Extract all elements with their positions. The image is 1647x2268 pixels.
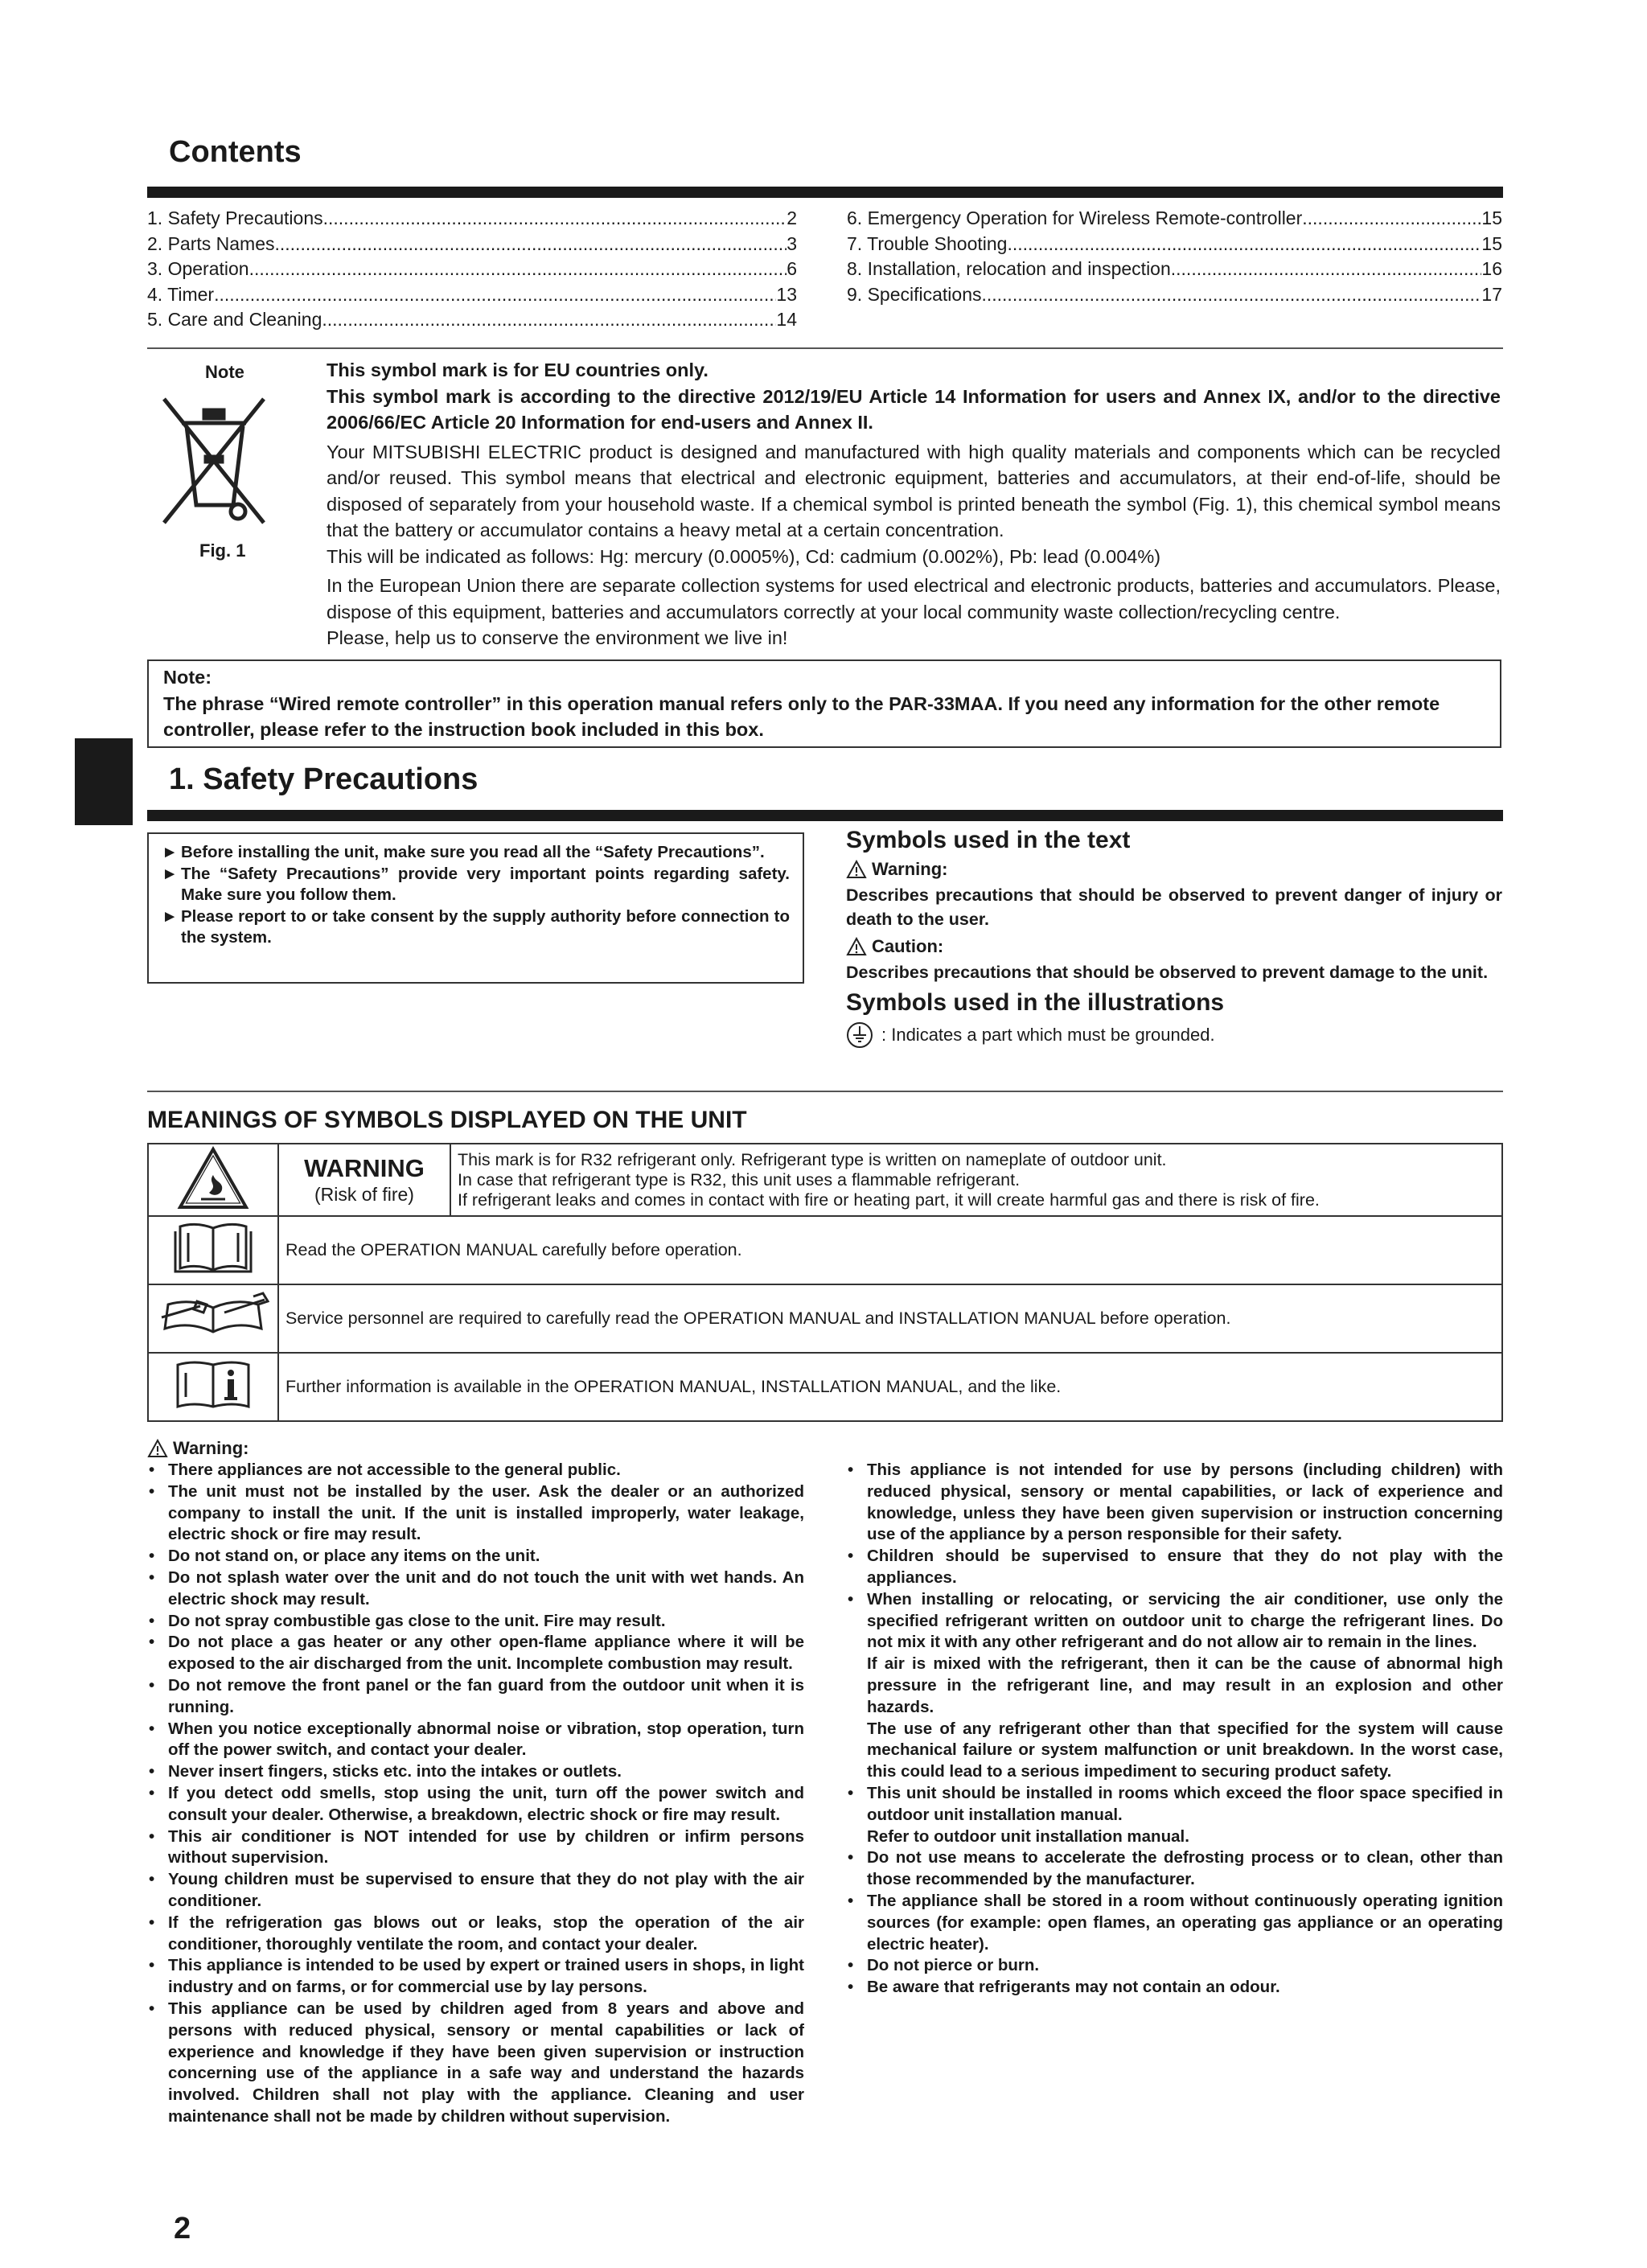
list-item: • The unit must not be installed by the user. Ask the dealer or an authorized company to install the unit. If the unit is installed improperly, water leakage, electric shock or fire may result. [147, 1481, 804, 1546]
r32-line: This mark is for R32 refrigerant only. Refrigerant type is written on nameplate of outdoor unit. [458, 1149, 1167, 1169]
list-item: • This unit should be installed in rooms which exceed the floor space specified in outdoor unit installation manual. Refer to outdoor unit installation manual. [846, 1783, 1503, 1847]
meanings-divider [147, 1091, 1503, 1092]
list-item: • Do not pierce or burn. [846, 1955, 1503, 1977]
table-row [148, 1353, 1502, 1421]
toc-right [847, 206, 1502, 307]
table-row [148, 1284, 1502, 1353]
list-item: • If the refrigeration gas blows out or leaks, stop the operation of the air conditioner, thoroughly ventilate the room, and contact your dealer. [147, 1913, 804, 1956]
contents-title: Contents [169, 135, 302, 169]
list-item: • Young children must be supervised to ensure that they do not play with the air conditioner. [147, 1869, 804, 1913]
read-manual-text: Read the OPERATION MANUAL carefully before operation. [278, 1216, 1502, 1284]
list-item: • Never insert fingers, sticks etc. into the intakes or outlets. [147, 1761, 804, 1783]
toc-entry[interactable]: 6. Emergency Operation for Wireless Remote-controller ..... 15 [847, 206, 1502, 232]
symbols-illus-heading: Symbols used in the illustrations [846, 989, 1225, 1016]
warnings-heading: Warning: [147, 1438, 249, 1459]
toc-entry[interactable]: 4. Timer ..... 13 [147, 282, 797, 308]
toc-entry[interactable]: 9. Specifications ..... 17 [847, 282, 1502, 308]
pre-install-box [147, 832, 804, 984]
list-item: • There appliances are not accessible to the general public. [147, 1460, 804, 1481]
warning-triangle-icon [147, 1439, 168, 1458]
safety-heading: 1. Safety Precautions [169, 762, 478, 796]
toc-divider [147, 347, 1503, 349]
weee-bin-icon [158, 394, 270, 531]
caution-desc: Describes precautions that should be observed to prevent damage to the unit. [846, 963, 1489, 982]
warnings-left-list [147, 1460, 804, 2128]
remote-controller-note [147, 659, 1501, 748]
table-row [148, 1144, 1502, 1216]
list-item: • Do not place a gas heater or any other open-flame appliance where it will be exposed to the air discharged from the unit. Incomplete combustion may result. [147, 1632, 804, 1675]
toc-entry[interactable]: 7. Trouble Shooting ..... 15 [847, 232, 1502, 257]
list-item: • Be aware that refrigerants may not contain an odour. [846, 1977, 1503, 1999]
warnings-right-list [846, 1460, 1503, 1999]
pre-item: ► Before installing the unit, make sure you read all the “Safety Precautions”. [162, 843, 765, 861]
symbols-text-heading: Symbols used in the text [846, 827, 1131, 853]
eu-directive-text [327, 357, 1501, 651]
list-item: • If you detect odd smells, stop using the unit, turn off the power switch and consult your dealer. Otherwise, a breakdown, electric shock or fire may result. [147, 1783, 804, 1826]
contents-rule [147, 187, 1503, 198]
symbols-column [846, 827, 1502, 1049]
fire-warning-icon [177, 1146, 249, 1210]
list-item: • This air conditioner is NOT intended for use by children or infirm persons without supervision. [147, 1826, 804, 1870]
toc-left [147, 206, 797, 333]
toc-entry[interactable]: 2. Parts Names ..... 3 [147, 232, 797, 257]
manual-book-icon [169, 1220, 257, 1276]
ground-icon [846, 1021, 873, 1049]
list-item: • This appliance is not intended for use by persons (including children) with reduced physical, sensory or mental capabilities, or lack of experience and knowledge, unless they have been given supervision or instruction concerning use of the appliance by a person responsible for their safety. [846, 1460, 1503, 1546]
note-box-text: The phrase “Wired remote controller” in this operation manual refers only to the PAR-33MAA. If you need any information for the other remote controller, please refer to the instruction book included in this box. [163, 692, 1440, 740]
caution-subhead: Caution: [846, 936, 1502, 957]
list-item: • Do not use means to accelerate the defrosting process or to clean, other than those recommended by the manufacturer. [846, 1847, 1503, 1891]
pre-item: ► Please report to or take consent by the supply authority before connection to the system. [162, 906, 790, 947]
service-manual-text: Service personnel are required to carefully read the OPERATION MANUAL and INSTALLATION MANUAL before operation. [278, 1284, 1502, 1353]
list-item: • When installing or relocating, or servicing the air conditioner, use only the specified refrigerant written on outdoor unit to charge the refrigerant lines. Do not mix it with any other refrigerant and do not allow air to remain in the lines. If air is mixed with the refrigerant, then it can be the cause of abnormal high pressure in the refrigerant line, and may result in an explosion and other hazards. The use of any refrigerant other than that specified for the system will cause mechanical failure or system malfunction or unit breakdown. In the worst case, this could lead to a serious impediment to securing product safety. [846, 1589, 1503, 1783]
list-item: • The appliance shall be stored in a room without continuously operating ignition sources (for example: open flames, an operating gas appliance or an operating electric heater). [846, 1891, 1503, 1955]
toc-entry[interactable]: 5. Care and Cleaning ..... 14 [147, 307, 797, 333]
eu-para2: This will be indicated as follows: Hg: mercury (0.0005%), Cd: cadmium (0.002%), Pb: lead (0.004%) [327, 545, 1161, 567]
list-item: • When you notice exceptionally abnormal noise or vibration, stop operation, turn off the power switch, and contact your dealer. [147, 1719, 804, 1762]
toc-entry[interactable]: 8. Installation, relocation and inspection ..... 16 [847, 257, 1502, 282]
eu-para3: In the European Union there are separate collection systems for used electrical and electronic products, batteries and accumulators. Please, dispose of this equipment, batteries and accumulators correctly at your local community waste collection/recycling centre. [327, 575, 1501, 622]
list-item: • Do not remove the front panel or the fan guard from the outdoor unit when it is running. [147, 1675, 804, 1719]
warning-word: WARNING [304, 1154, 425, 1182]
warning-triangle-icon [846, 860, 867, 879]
further-info-text: Further information is available in the OPERATION MANUAL, INSTALLATION MANUAL, and the like. [278, 1353, 1502, 1421]
ground-line: : Indicates a part which must be grounded. [846, 1021, 1502, 1049]
safety-rule [147, 810, 1503, 821]
info-book-icon [173, 1358, 253, 1411]
section-tab-marker [75, 738, 133, 825]
meanings-heading: MEANINGS OF SYMBOLS DISPLAYED ON THE UNIT [147, 1107, 747, 1133]
list-item: • Do not splash water over the unit and do not touch the unit with wet hands. An electric shock may result. [147, 1567, 804, 1611]
warning-desc: Describes precautions that should be observed to prevent danger of injury or death to the user. [846, 885, 1502, 929]
r32-line: If refrigerant leaks and comes in contact with fire or heating part, it will create harmful gas and there is risk of fire. [458, 1189, 1320, 1210]
note-box-label: Note: [163, 667, 212, 688]
toc-entry[interactable]: 3. Operation ..... 6 [147, 257, 797, 282]
list-item: • Do not stand on, or place any items on the unit. [147, 1546, 804, 1567]
eu-para1: Your MITSUBISHI ELECTRIC product is designed and manufactured with high quality materials and components which can be recycled and/or reused. This symbol means that electrical and electronic equipment, batteries and accumulators, at their end-of-life, should be disposed of separately from your household waste. If a chemical symbol is printed beneath the symbol (Fig. 1), this chemical symbol means that the battery or accumulator contains a heavy metal at a certain concentration. [327, 441, 1501, 540]
warning-subhead: Warning: [846, 859, 1502, 880]
risk-of-fire: (Risk of fire) [314, 1184, 414, 1205]
list-item: • Do not spray combustible gas close to the unit. Fire may result. [147, 1611, 804, 1633]
service-manual-icon [157, 1288, 269, 1345]
eu-line1: This symbol mark is for EU countries only. [327, 360, 708, 380]
page-number: 2 [174, 2212, 191, 2245]
table-row [148, 1216, 1502, 1284]
caution-triangle-icon [846, 937, 867, 956]
unit-symbols-table [147, 1143, 1503, 1422]
list-item: • This appliance is intended to be used by expert or trained users in shops, in light industry and on farms, or for commercial use by lay persons. [147, 1955, 804, 1999]
list-item: • Children should be supervised to ensure that they do not play with the appliances. [846, 1546, 1503, 1589]
eu-line2: This symbol mark is according to the directive 2012/19/EU Article 14 Information for users and Annex IX, and/or to the directive 2006/66/EC Article 20 Information for end-users and Annex II. [327, 385, 1501, 433]
eu-para4: Please, help us to conserve the environment we live in! [327, 627, 788, 648]
toc-entry[interactable]: 1. Safety Precautions ..... 2 [147, 206, 797, 232]
note-label: Note [205, 362, 244, 382]
fig-label: Fig. 1 [199, 540, 246, 561]
pre-item: ► The “Safety Precautions” provide very important points regarding safety. Make sure you follow them. [162, 864, 790, 904]
list-item: • This appliance can be used by children aged from 8 years and above and persons with reduced physical, sensory or mental capabilities or lack of experience and knowledge if they have been given supervision or instruction concerning use of the appliance in a safe way and understand the hazards involved. Children shall not play with the appliance. Cleaning and user maintenance shall not be made by children without supervision. [147, 1999, 804, 2128]
r32-line: In case that refrigerant type is R32, this unit uses a flammable refrigerant. [458, 1169, 1021, 1189]
